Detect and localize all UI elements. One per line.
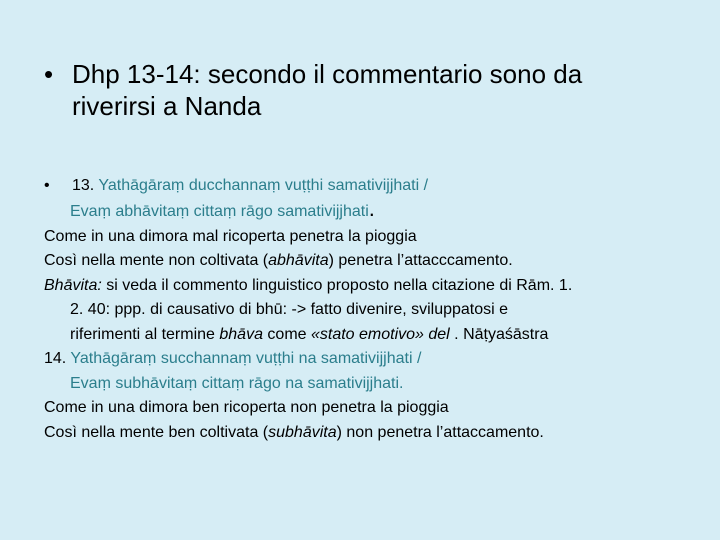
translation-13-line-1: Come in una dimora mal ricoperta penetra la pioggia <box>44 227 417 245</box>
bullet-title-text <box>72 58 682 122</box>
text-segment: Così nella mente non coltivata ( <box>44 252 269 269</box>
verse-13-line-1 <box>72 176 428 196</box>
translation-13-line-2 <box>44 249 694 274</box>
pali-text: Evaṃ abhāvitaṃ cittaṃ rāgo samativijjhati <box>70 203 369 220</box>
bullet-marker: • <box>44 59 54 89</box>
translation-14-line-1: Come in una dimora ben ricoperta non penetra la pioggia <box>44 399 449 416</box>
pali-text: Evaṃ subhāvitaṃ cittaṃ rāgo na samativijjhati. <box>70 374 404 392</box>
bullet-title-line-2: riverirsi a Nanda <box>72 91 262 121</box>
period: . <box>368 196 375 221</box>
text-segment: . Nāṭyaśāstra <box>449 325 549 343</box>
verse-number: 14. <box>44 350 67 367</box>
note-line-2: 2. 40: ppp. di causativo di bhū: -> fatto divenire, sviluppatosi e <box>70 301 509 318</box>
note-line-1 <box>44 274 694 299</box>
text-segment: Così nella mente ben coltivata ( <box>44 423 269 441</box>
body-text <box>44 196 694 445</box>
text-segment: ) non penetra l’attaccamento. <box>336 423 544 441</box>
verse-14-line-2 <box>44 372 694 397</box>
text-segment: ) penetra l’attacccamento. <box>328 252 513 269</box>
italic-term: «stato emotivo» del <box>310 325 450 343</box>
note-line-3 <box>44 323 694 348</box>
bullet-title-line-1: Dhp 13-14: secondo il commentario sono da <box>72 59 583 89</box>
pali-text: Yathāgāraṃ ducchannaṃ vuṭṭhi samativijjhati / <box>98 177 429 194</box>
italic-term: subhāvita <box>268 423 337 441</box>
verse-13-line-2 <box>44 196 694 225</box>
bullet-marker: • <box>44 177 50 194</box>
text-segment: si veda il commento linguistico proposto nella citazione di Rām. 1. <box>101 276 573 294</box>
italic-term: bhāva <box>219 325 263 343</box>
italic-term: Bhāvita: <box>44 276 102 294</box>
translation-14-line-2 <box>44 421 694 446</box>
verse-14-line-1 <box>44 347 694 372</box>
pali-text: Yathāgāraṃ succhannaṃ vuṭṭhi na samativijjhati / <box>70 350 422 367</box>
verse-number: 13. <box>72 177 95 194</box>
text-segment: riferimenti al termine <box>70 325 220 343</box>
text-segment: come <box>262 325 311 343</box>
italic-term: abhāvita <box>268 252 329 269</box>
